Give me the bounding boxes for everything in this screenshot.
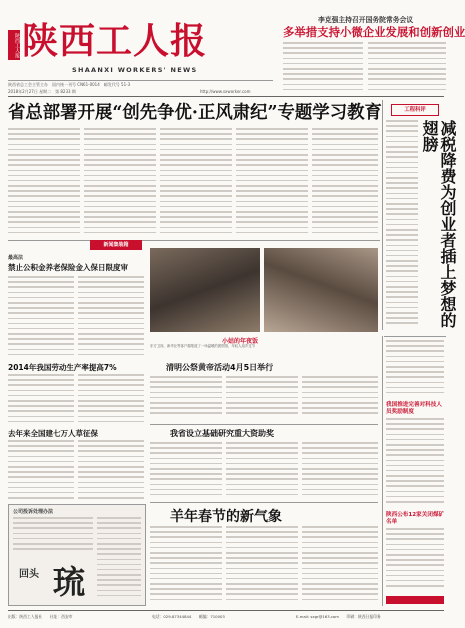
middle-story2-headline[interactable]: 我省设立基础研究重大资助奖 (170, 429, 274, 438)
news-brief-sub-label: 最高法 (8, 255, 24, 261)
middle-story3-headline[interactable]: 羊年春节的新气象 (170, 509, 282, 525)
photo-caption-title: 小姑的年夜饭 (222, 338, 259, 345)
footer-center: 电话：029-87344844 邮编：710003 (152, 614, 225, 619)
top-story-headline[interactable]: 多举措支持小微企业发展和创新创业 (283, 25, 465, 39)
footer-left: 出版：陕西工人报社 社址：西安市 (8, 614, 73, 619)
notice-title: 公司投诉处理办法 (13, 509, 54, 515)
news-brief-item2-title[interactable]: 2014年我国劳动生产率提高7% (8, 363, 117, 372)
masthead-seal: 陕西工人报 (8, 30, 20, 60)
news-brief-item1-title[interactable]: 禁止公积金养老保险金入保日限度审 (8, 263, 128, 272)
notice-subtitle: 回头 (19, 569, 39, 580)
side-story1-headline[interactable]: 我国推进完善对科技人员奖励制度 (386, 402, 442, 415)
top-story-kicker: 李克强主持召开国务院常务会议 (318, 16, 414, 24)
news-brief-item3-title[interactable]: 去年来全国建七万人草征保 (8, 429, 98, 438)
masthead-info-line2: 2018年2月27日 星期二 第 8233 期 (8, 89, 76, 94)
logo: 陕西工人报 (22, 20, 208, 62)
news-photo-right (264, 248, 378, 332)
footer-right: E-mail: sxgr@163.com 印刷：陕西日报印务 (296, 614, 381, 619)
news-brief-label: 新闻集装箱 (90, 240, 142, 250)
side-story2-headline[interactable]: 陕西公布12家关闭煤矿名单 (386, 512, 445, 525)
commentary-headline[interactable]: 减税降费为创业者插上梦想的翅膀 (420, 120, 457, 328)
english-name: SHAANXI WORKERS' NEWS (72, 66, 198, 74)
photo-caption-text: 东方卫视、新华社等客户端报道了一场温暖的团圆饭，年轻人返乡过节 (150, 344, 256, 348)
commentary-badge: 工程科评 (391, 104, 439, 116)
middle-story1-headline[interactable]: 清明公祭黄帝活动4月5日举行 (166, 363, 274, 372)
news-photo-left (150, 248, 260, 332)
masthead-info-line1: 陕西省总工会主管主办 国内统一刊号 CN61-0014 邮发代号 51-3 (8, 82, 131, 87)
notice-calligraphy: 琉 (53, 563, 86, 601)
notice-box (8, 504, 146, 606)
side-red-strip (386, 596, 444, 604)
main-headline[interactable]: 省总部署开展“创先争优·正风肃纪”专题学习教育 (8, 103, 382, 123)
website[interactable]: http://www.sxworker.com (200, 89, 251, 94)
